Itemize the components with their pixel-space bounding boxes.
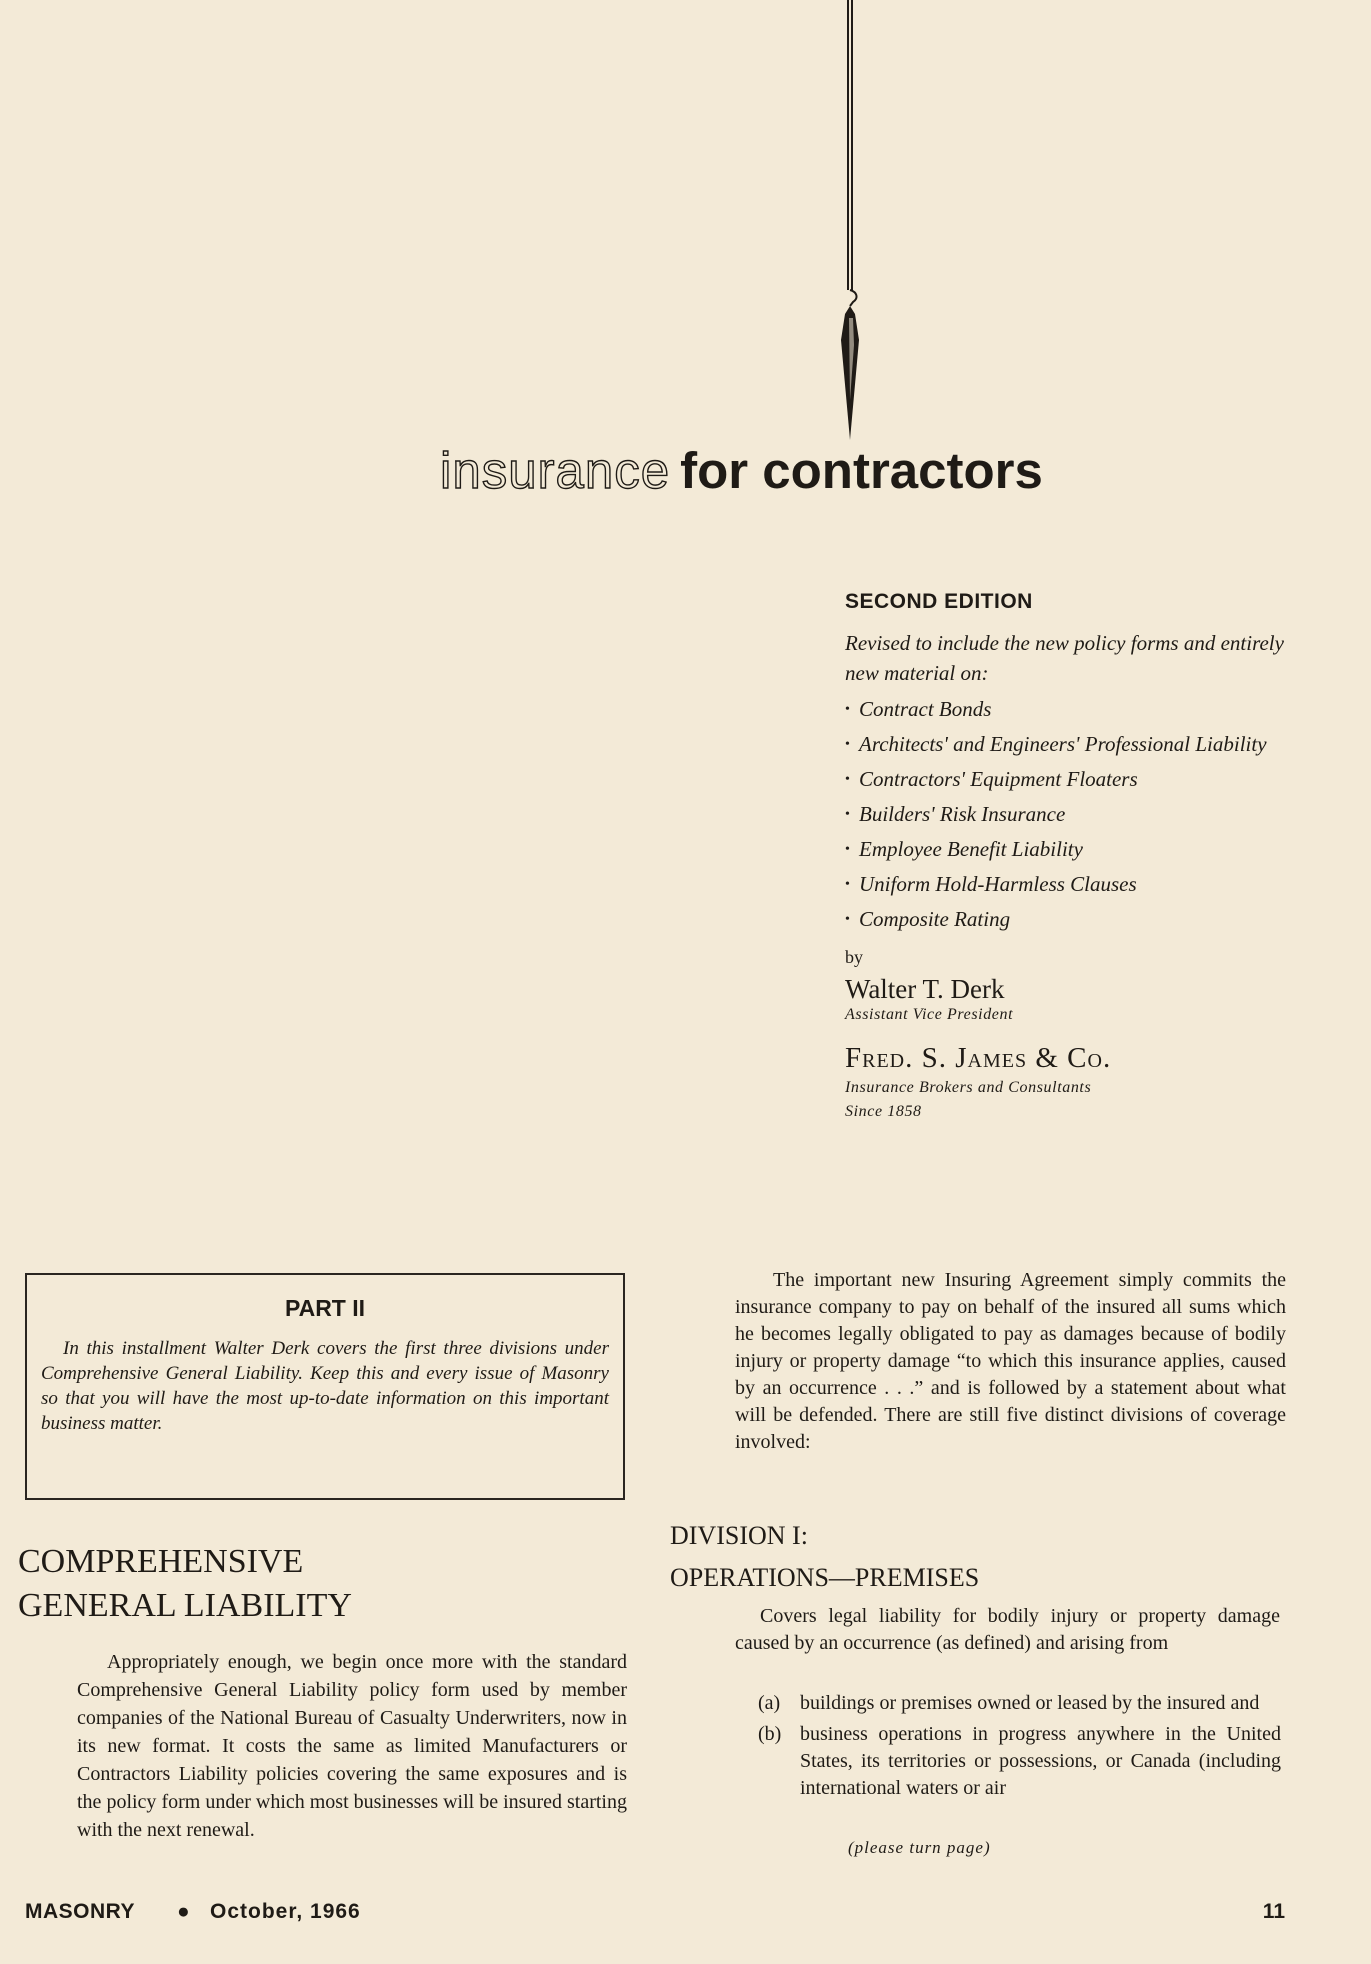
title-outline-word: insurance [440,442,671,499]
author-name: Walter T. Derk [845,974,1005,1004]
list-item-mark: (b) [758,1723,782,1745]
section-heading [18,1540,352,1628]
bullet-separator: ● [177,1900,190,1923]
division-heading [670,1515,979,1599]
edition-panel [845,590,1315,1124]
intro-column [735,1267,1286,1456]
edition-topics [845,696,1315,933]
topic-item: • Uniform Hold-Harmless Clauses [845,871,1315,898]
section-body: Appropriately enough, we begin once more with the standard Comprehensive General Liability policy form used by member companies of the National Bureau of Casualty Underwriters, now in its new format. It costs the same as limited Manufacturers or Contractors Liability policies covering the same exposures and is the policy form under which most businesses will be insured starting with the next renewal. [77,1651,627,1841]
division-body: Covers legal liability for bodily injury or property damage caused by an occurrence (as defined) and arising from [735,1605,1280,1654]
list-item-mark: (a) [758,1692,781,1714]
edition-heading: SECOND EDITION [845,590,1033,613]
topic-item: • Contract Bonds [845,696,1315,723]
title-rest: for contractors [680,442,1043,499]
section-heading-line1: COMPREHENSIVE [18,1543,304,1580]
plumb-bob-illustration [835,0,865,440]
topic-item: • Builders' Risk Insurance [845,801,1315,828]
part-title: PART II [284,1295,366,1321]
author-role: Assistant Vice President [845,1006,1014,1023]
division-heading-line2: OPERATIONS—PREMISES [670,1563,980,1592]
topic-item: • Contractors' Equipment Floaters [845,766,1315,793]
section-heading-line2: GENERAL LIABILITY [18,1587,352,1624]
intro-paragraph: The important new Insuring Agreement simply commits the insurance company to pay on behalf of the insured all sums which he becomes legally obligated to pay as damages because of bodily injury or property damage “to which this insurance applies, caused by an occurrence . . .” and is followed by a statement about what will be defended. There are still five distinct divisions of coverage involved: [735,1269,1286,1453]
issue-date: October, 1966 [210,1900,361,1923]
page-footer [25,1900,1285,1930]
company-name: Fred. S. James & Co. [845,1042,1112,1074]
part-description: In this installment Walter Derk covers the first three divisions under Comprehensive General Liability. Keep this and every issue of Masonry so that you will have the most up-to-date information on this important business matter. [41,1338,609,1434]
division-heading-line1: DIVISION I: [670,1521,808,1550]
list-item [758,1721,1281,1802]
company-description: Insurance Brokers and Consultants [845,1079,1092,1096]
byline-by: by [845,947,863,967]
topic-item: • Employee Benefit Liability [845,836,1315,863]
list-item-text: business operations in progress anywhere in the United States, its territories or possessions, or Canada (including international waters or air [800,1723,1281,1799]
list-item-text: buildings or premises owned or leased by the insured and [800,1692,1260,1714]
page-title [440,436,1220,506]
company-since: Since 1858 [845,1103,922,1120]
list-item [758,1690,1281,1717]
magazine-name: MASONRY [25,1900,136,1923]
page-number: 11 [1262,1900,1285,1923]
topic-item: • Composite Rating [845,906,1315,933]
topic-item: • Architects' and Engineers' Professional Liability [845,731,1315,758]
division-items [758,1690,1281,1806]
edition-intro: Revised to include the new policy forms and entirely new material on: [845,631,1284,685]
continued-note: (please turn page) [848,1838,991,1857]
part-info-box [25,1273,625,1500]
